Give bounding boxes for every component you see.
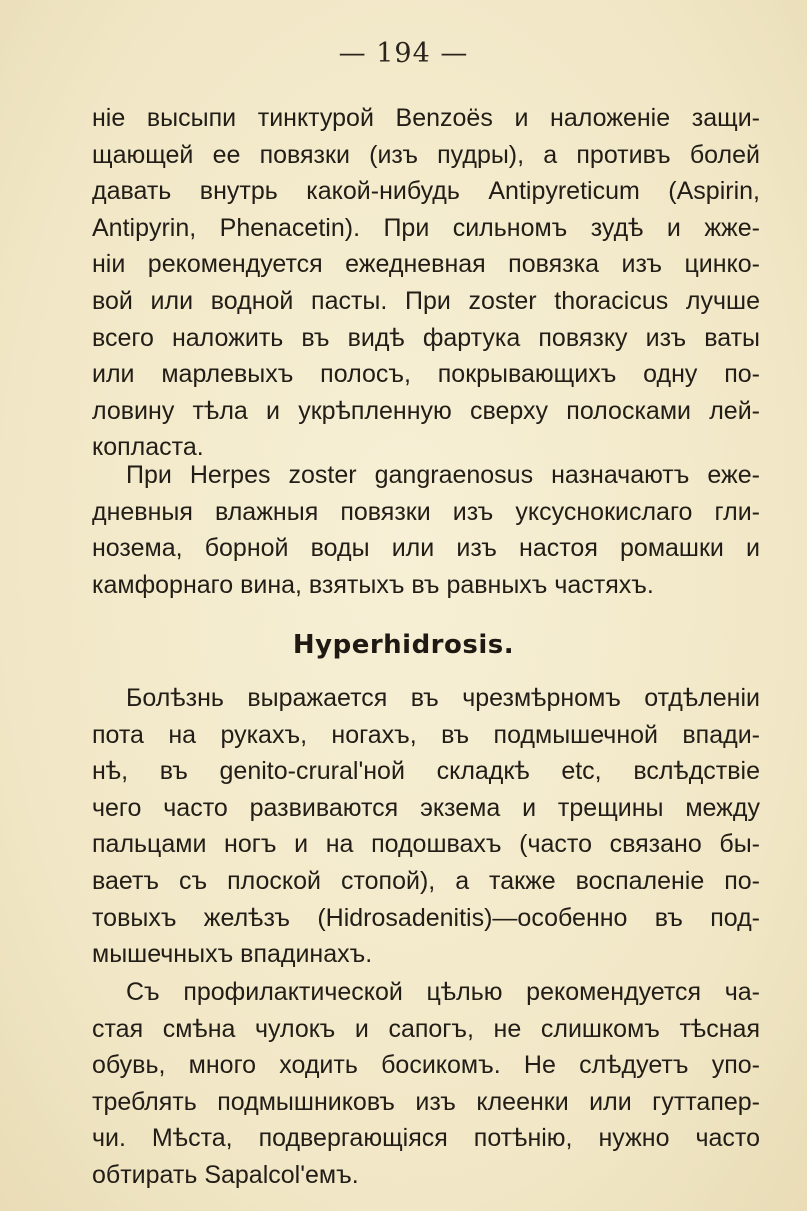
text-line: или марлевыхъ полосъ, покрывающихъ одну по- bbox=[92, 360, 760, 389]
text-line: Болѣзнь выражается въ чрезмѣрномъ отдѣленіи bbox=[126, 684, 760, 712]
text-line: нѣ, въ genito-crural'ной складкѣ etc, вслѣдствіе bbox=[92, 757, 760, 786]
text-line: обтирать Sapalcol'емъ. bbox=[92, 1160, 359, 1189]
text-line: нозема, борной воды или изъ настоя ромашки и bbox=[92, 534, 760, 563]
text-line: дневныя влажныя повязки изъ уксуснокислаго гли- bbox=[92, 497, 760, 526]
text-line: давать внутрь какой-нибудь Antipyreticum (Aspirin, bbox=[92, 177, 760, 206]
text-line: ніе высыпи тинктурой Benzoës и наложеніе защи- bbox=[92, 104, 760, 132]
text-line: товыхъ желѣзъ (Hidrosadenitis)—особенно въ под- bbox=[92, 903, 760, 932]
text-line: щающей ее повязки (изъ пудры), а противъ болей bbox=[92, 140, 760, 169]
text-line: пота на рукахъ, ногахъ, въ подмышечной впади- bbox=[92, 720, 760, 749]
paragraph-continued bbox=[92, 100, 760, 466]
paragraph-herpes-gangraenosus bbox=[92, 457, 760, 603]
text-line: ваетъ съ плоской стопой), а также воспаленіе по- bbox=[92, 866, 760, 895]
text-line: обувь, много ходить босикомъ. Не слѣдуетъ упо- bbox=[92, 1051, 760, 1080]
text-line: камфорнаго вина, взятыхъ въ равныхъ частяхъ. bbox=[92, 570, 654, 599]
text-line: треблять подмышниковъ изъ клеенки или гуттапер- bbox=[92, 1087, 760, 1116]
text-line: Съ профилактической цѣлью рекомендуется ча- bbox=[126, 978, 760, 1006]
text-line: пальцами ногъ и на подошвахъ (часто связано бы- bbox=[92, 830, 760, 859]
paragraph-hyperhidrosis-description bbox=[92, 680, 760, 973]
text-line: ніи рекомендуется ежедневная повязка изъ цинко- bbox=[92, 250, 760, 279]
text-line: ловину тѣла и укрѣпленную сверху полосками лей- bbox=[92, 396, 760, 425]
paragraph-prophylaxis bbox=[92, 974, 760, 1194]
text-line: стая смѣна чулокъ и сапогъ, не слишкомъ тѣсная bbox=[92, 1014, 760, 1043]
text-line: всего наложить въ видѣ фартука повязку изъ ваты bbox=[92, 323, 760, 352]
text-line: копласта. bbox=[92, 433, 204, 462]
text-line: чего часто развиваются экзема и трещины между bbox=[92, 793, 760, 822]
text-line: мышечныхъ впадинахъ. bbox=[92, 940, 373, 969]
page-number: — 194 — bbox=[338, 38, 469, 69]
text-line: чи. Мѣста, подвергающіяся потѣнію, нужно часто bbox=[92, 1124, 760, 1153]
text-line: Antipyrin, Phenacetin). При сильномъ зудѣ и жже- bbox=[92, 213, 760, 242]
text-line: вой или водной пасты. При zoster thoracicus лучше bbox=[92, 286, 760, 315]
text-line: При Herpes zoster gangraenosus назначаютъ еже- bbox=[126, 461, 760, 489]
section-heading: Hyperhidrosis. bbox=[292, 630, 515, 660]
